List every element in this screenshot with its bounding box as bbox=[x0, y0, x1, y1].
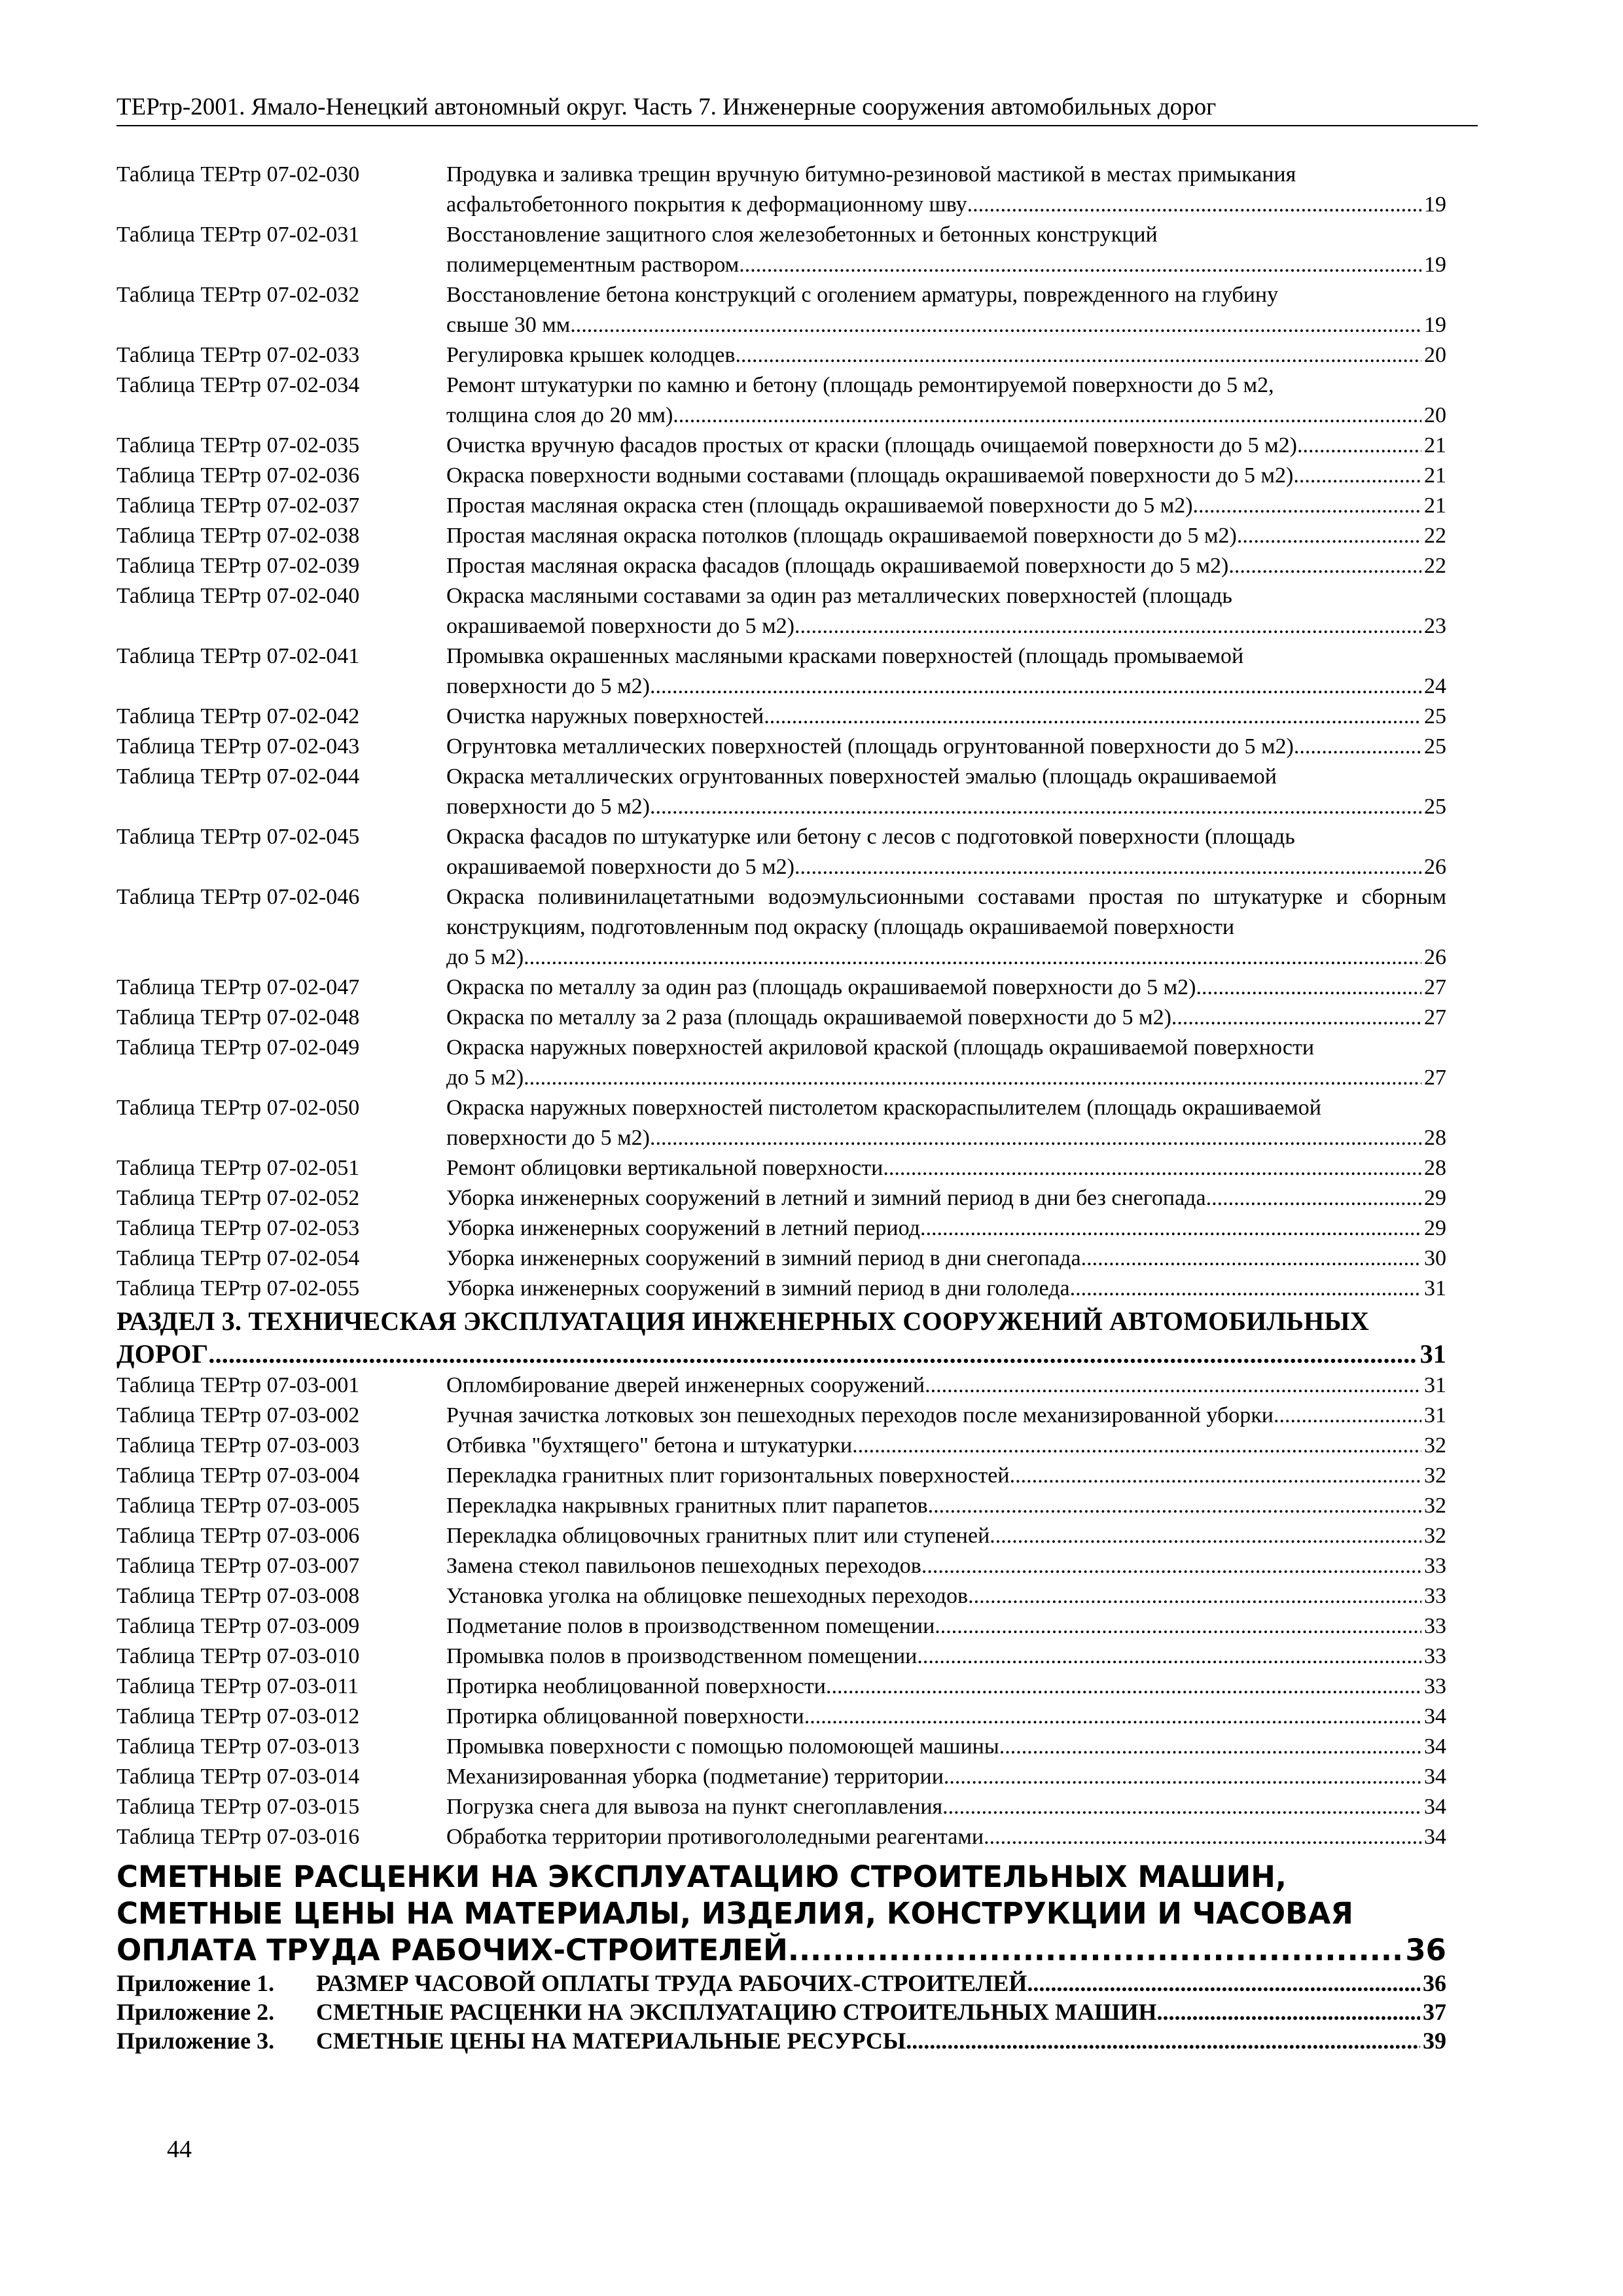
leader-dots bbox=[1206, 1183, 1421, 1213]
leader-dots bbox=[1081, 1244, 1421, 1274]
page-ref: 21 bbox=[1424, 433, 1446, 457]
leader-dots bbox=[208, 1338, 1417, 1371]
page-ref: 34 bbox=[1424, 1704, 1446, 1729]
leader-dots bbox=[906, 2026, 1420, 2055]
entry-title-end: Перекладка накрывных гранитных плит парапетов bbox=[446, 1494, 928, 1518]
page-ref: 34 bbox=[1424, 1765, 1446, 1789]
toc-entry[interactable] bbox=[116, 1274, 1446, 1304]
page-ref: 36 bbox=[1405, 1933, 1446, 1967]
entry-title bbox=[446, 1551, 1446, 1581]
toc-entry[interactable] bbox=[116, 431, 1446, 461]
entry-title-end: Отбивка "бухтящего" бетона и штукатурки bbox=[446, 1433, 853, 1458]
table-code: Таблица ТЕРтр 07-03-011 bbox=[116, 1674, 359, 1698]
leader-dots bbox=[826, 1672, 1421, 1702]
entry-title bbox=[446, 1581, 1446, 1611]
leader-dots bbox=[794, 611, 1421, 641]
table-code: Таблица ТЕРтр 07-02-046 bbox=[116, 885, 360, 909]
leader-dots bbox=[1237, 521, 1421, 551]
appendix-heading-line: СМЕТНЫЕ ЦЕНЫ НА МАТЕРИАЛЫ, ИЗДЕЛИЯ, КОНСТРУКЦИИ И ЧАСОВАЯ bbox=[116, 1896, 1353, 1931]
toc-entry[interactable] bbox=[116, 973, 1446, 1003]
toc-entry[interactable] bbox=[116, 1244, 1446, 1274]
page-ref: 19 bbox=[1424, 192, 1446, 217]
table-code: Таблица ТЕРтр 07-03-005 bbox=[116, 1494, 360, 1518]
table-code: Таблица ТЕРтр 07-03-004 bbox=[116, 1463, 360, 1488]
leader-dots bbox=[1171, 1003, 1421, 1033]
entry-title bbox=[446, 1732, 1446, 1762]
page-ref: 32 bbox=[1424, 1433, 1446, 1458]
table-code: Таблица ТЕРтр 07-02-045 bbox=[116, 825, 360, 849]
appendix-title: СМЕТНЫЕ РАСЦЕНКИ НА ЭКСПЛУАТАЦИЮ СТРОИТЕЛЬНЫХ МАШИН bbox=[316, 1999, 1157, 2025]
entry-title-text: Окраска масляными составами за один раз металлических поверхностей (площадь bbox=[446, 584, 1232, 608]
page-ref: 20 bbox=[1424, 403, 1446, 427]
page-ref: 27 bbox=[1424, 1005, 1446, 1030]
page-ref: 33 bbox=[1424, 1644, 1446, 1668]
entry-title-end: Окраска по металлу за 2 раза (площадь окрашиваемой поверхности до 5 м2) bbox=[446, 1005, 1171, 1030]
table-code: Таблица ТЕРтр 07-03-016 bbox=[116, 1825, 360, 1849]
table-code: Таблица ТЕРтр 07-02-030 bbox=[116, 162, 360, 187]
entry-title-end: полимерцементным раствором bbox=[446, 253, 740, 277]
page-ref: 31 bbox=[1424, 1276, 1446, 1300]
page-ref: 25 bbox=[1424, 795, 1446, 819]
toc-entry[interactable] bbox=[116, 521, 1446, 551]
page-ref: 24 bbox=[1424, 674, 1446, 698]
page-ref: 27 bbox=[1424, 975, 1446, 999]
toc-appendix-list bbox=[116, 1969, 1446, 2055]
leader-dots bbox=[1294, 732, 1421, 762]
page-ref: 32 bbox=[1424, 1463, 1446, 1488]
entry-title-end: Протирка облицованной поверхности bbox=[446, 1704, 804, 1729]
leader-dots bbox=[570, 310, 1421, 340]
entry-title bbox=[446, 521, 1446, 551]
table-code: Таблица ТЕРтр 07-03-001 bbox=[116, 1373, 360, 1397]
toc-entry[interactable] bbox=[116, 1792, 1446, 1822]
toc-entry[interactable] bbox=[116, 641, 1446, 702]
leader-dots bbox=[1228, 551, 1421, 581]
leader-dots bbox=[650, 1123, 1421, 1153]
toc-appendix-heading[interactable] bbox=[116, 1859, 1446, 1969]
leader-dots bbox=[999, 1732, 1421, 1762]
page-ref: 25 bbox=[1424, 704, 1446, 728]
table-of-contents bbox=[116, 160, 1446, 2055]
table-code: Таблица ТЕРтр 07-02-053 bbox=[116, 1216, 360, 1240]
appendix-heading-end: ОПЛАТА ТРУДА РАБОЧИХ-СТРОИТЕЛЕЙ bbox=[116, 1933, 788, 1967]
toc-entry[interactable] bbox=[116, 581, 1446, 641]
entry-title-end: Подметание полов в производственном помещении bbox=[446, 1614, 935, 1638]
entry-title-end: Перекладка гранитных плит горизонтальных поверхностей bbox=[446, 1463, 1010, 1488]
leader-dots bbox=[735, 340, 1421, 370]
table-code: Таблица ТЕРтр 07-02-050 bbox=[116, 1096, 360, 1120]
leader-dots bbox=[967, 190, 1421, 220]
entry-title-end: Обработка территории противогололедными реагентами bbox=[446, 1825, 984, 1849]
entry-title bbox=[446, 1093, 1446, 1153]
toc-list-section-3 bbox=[116, 1371, 1446, 1852]
entry-title bbox=[446, 641, 1446, 702]
entry-title-end: Окраска поверхности водными составами (площадь окрашиваемой поверхности до 5 м2) bbox=[446, 463, 1294, 488]
page-ref: 30 bbox=[1424, 1246, 1446, 1270]
leader-dots bbox=[788, 1932, 1403, 1969]
appendix-title: СМЕТНЫЕ ЦЕНЫ НА МАТЕРИАЛЬНЫЕ РЕСУРСЫ bbox=[316, 2028, 906, 2054]
toc-entry[interactable] bbox=[116, 1003, 1446, 1033]
leader-dots bbox=[1157, 1998, 1421, 2026]
entry-title-end: поверхности до 5 м2) bbox=[446, 674, 650, 698]
leader-dots bbox=[1293, 461, 1421, 491]
table-code: Таблица ТЕРтр 07-03-009 bbox=[116, 1614, 360, 1638]
table-code: Таблица ТЕРтр 07-02-035 bbox=[116, 433, 360, 457]
table-code: Таблица ТЕРтр 07-02-040 bbox=[116, 584, 360, 608]
page-ref: 26 bbox=[1424, 945, 1446, 969]
leader-dots bbox=[650, 792, 1421, 822]
leader-dots bbox=[990, 1521, 1421, 1551]
entry-title-end: поверхности до 5 м2) bbox=[446, 795, 650, 819]
entry-title-end: Промывка полов в производственном помещении bbox=[446, 1644, 918, 1668]
appendix-title: РАЗМЕР ЧАСОВОЙ ОПЛАТЫ ТРУДА РАБОЧИХ-СТРОИТЕЛЕЙ bbox=[316, 1970, 1027, 1996]
appendix-entry[interactable] bbox=[116, 2026, 1446, 2055]
leader-dots bbox=[524, 942, 1421, 973]
page-ref: 32 bbox=[1424, 1494, 1446, 1518]
entry-title bbox=[446, 431, 1446, 461]
page-ref: 31 bbox=[1419, 1339, 1446, 1369]
page-ref: 19 bbox=[1424, 313, 1446, 337]
leader-dots bbox=[804, 1702, 1421, 1732]
toc-entry[interactable] bbox=[116, 220, 1446, 280]
leader-dots bbox=[917, 1641, 1421, 1672]
entry-title bbox=[446, 1371, 1446, 1401]
toc-entry[interactable] bbox=[116, 551, 1446, 581]
entry-title-end: Регулировка крышек колодцев bbox=[446, 343, 736, 367]
table-code: Таблица ТЕРтр 07-03-006 bbox=[116, 1524, 360, 1548]
page-ref: 28 bbox=[1424, 1126, 1446, 1150]
page-ref: 33 bbox=[1424, 1614, 1446, 1638]
leader-dots bbox=[650, 672, 1421, 702]
entry-title-end: Механизированная уборка (подметание) территории bbox=[446, 1765, 944, 1789]
table-code: Таблица ТЕРтр 07-02-032 bbox=[116, 283, 360, 307]
toc-entry[interactable] bbox=[116, 1641, 1446, 1672]
page-ref: 32 bbox=[1424, 1524, 1446, 1548]
table-code: Таблица ТЕРтр 07-02-052 bbox=[116, 1186, 360, 1210]
entry-title bbox=[446, 1702, 1446, 1732]
leader-dots bbox=[921, 1551, 1421, 1581]
entry-title-end: Простая масляная окраска потолков (площадь окрашиваемой поверхности до 5 м2) bbox=[446, 524, 1237, 548]
toc-list-section-2 bbox=[116, 160, 1446, 1304]
entry-title bbox=[446, 1003, 1446, 1033]
entry-title bbox=[446, 1461, 1446, 1491]
page-ref: 21 bbox=[1424, 493, 1446, 518]
table-code: Таблица ТЕРтр 07-02-038 bbox=[116, 524, 360, 548]
entry-title bbox=[446, 1792, 1446, 1822]
entry-title bbox=[446, 882, 1446, 973]
entry-title-end: Уборка инженерных сооружений в зимний период в дни гололеда bbox=[446, 1276, 1070, 1300]
entry-title-end: до 5 м2) bbox=[446, 1066, 524, 1090]
leader-dots bbox=[1297, 431, 1421, 461]
entry-title-end: Уборка инженерных сооружений в летний и зимний период в дни без снегопада bbox=[446, 1186, 1206, 1210]
entry-title-end: Уборка инженерных сооружений в зимний период в дни снегопада bbox=[446, 1246, 1081, 1270]
toc-entry[interactable] bbox=[116, 1183, 1446, 1213]
page-ref: 28 bbox=[1424, 1156, 1446, 1180]
table-code: Таблица ТЕРтр 07-02-043 bbox=[116, 734, 360, 759]
table-code: Таблица ТЕРтр 07-02-037 bbox=[116, 493, 360, 518]
entry-title bbox=[446, 1641, 1446, 1672]
leader-dots bbox=[920, 1213, 1421, 1244]
entry-title bbox=[446, 1611, 1446, 1641]
entry-title-text: Ремонт штукатурки по камню и бетону (площадь ремонтируемой поверхности до 5 м2, bbox=[446, 373, 1274, 397]
toc-entry[interactable] bbox=[116, 1213, 1446, 1244]
table-code: Таблица ТЕРтр 07-02-047 bbox=[116, 975, 360, 999]
table-code: Таблица ТЕРтр 07-02-054 bbox=[116, 1246, 360, 1270]
leader-dots bbox=[944, 1762, 1421, 1792]
page-ref: 33 bbox=[1424, 1674, 1446, 1698]
leader-dots bbox=[942, 1792, 1421, 1822]
table-code: Таблица ТЕРтр 07-02-051 bbox=[116, 1156, 360, 1180]
table-code: Таблица ТЕРтр 07-02-042 bbox=[116, 704, 360, 728]
leader-dots bbox=[883, 1153, 1421, 1183]
entry-title-end: Протирка необлицованной поверхности bbox=[446, 1674, 826, 1698]
page-ref: 27 bbox=[1424, 1066, 1446, 1090]
entry-title-end: толщина слоя до 20 мм) bbox=[446, 403, 673, 427]
leader-dots bbox=[794, 852, 1421, 882]
entry-title-end: Очистка вручную фасадов простых от краски (площадь очищаемой поверхности до 5 м2) bbox=[446, 433, 1297, 457]
entry-title bbox=[446, 1762, 1446, 1792]
entry-title bbox=[446, 1213, 1446, 1244]
entry-title-end: Огрунтовка металлических поверхностей (площадь огрунтованной поверхности до 5 м2) bbox=[446, 734, 1294, 759]
page-ref: 29 bbox=[1424, 1186, 1446, 1210]
entry-title-end: Простая масляная окраска стен (площадь окрашиваемой поверхности до 5 м2) bbox=[446, 493, 1193, 518]
page-ref: 31 bbox=[1424, 1373, 1446, 1397]
entry-title-end: Опломбирование дверей инженерных сооружений bbox=[446, 1373, 925, 1397]
entry-title bbox=[446, 762, 1446, 822]
appendix-entry[interactable] bbox=[116, 1969, 1446, 1998]
toc-entry[interactable] bbox=[116, 1581, 1446, 1611]
entry-title-text: Промывка окрашенных масляными красками поверхностей (площадь промываемой bbox=[446, 644, 1244, 668]
table-code: Таблица ТЕРтр 07-02-036 bbox=[116, 463, 360, 488]
page-ref: 34 bbox=[1424, 1795, 1446, 1819]
entry-title bbox=[446, 160, 1446, 220]
entry-title bbox=[446, 1491, 1446, 1521]
page-number: 44 bbox=[167, 2136, 192, 2163]
toc-entry[interactable] bbox=[116, 822, 1446, 882]
entry-title-end: Ремонт облицовки вертикальной поверхности bbox=[446, 1156, 883, 1180]
entry-title bbox=[446, 1153, 1446, 1183]
table-code: Таблица ТЕРтр 07-03-010 bbox=[116, 1644, 360, 1668]
entry-title-text: Окраска поливинилацетатными водоэмульсионными составами простая по штукатурке и сборным конструкциям, подготовленным под окраску (площадь окрашиваемой поверхности bbox=[446, 885, 1446, 939]
entry-title-end: Погрузка снега для вывоза на пункт снегоплавления bbox=[446, 1795, 943, 1819]
toc-entry[interactable] bbox=[116, 1153, 1446, 1183]
toc-entry[interactable] bbox=[116, 702, 1446, 732]
entry-title-text: Окраска фасадов по штукатурке или бетону с лесов с подготовкой поверхности (площадь bbox=[446, 825, 1295, 849]
table-code: Таблица ТЕРтр 07-03-015 bbox=[116, 1795, 360, 1819]
toc-entry[interactable] bbox=[116, 340, 1446, 370]
entry-title bbox=[446, 1822, 1446, 1852]
entry-title-text: Окраска наружных поверхностей акриловой краской (площадь окрашиваемой поверхности bbox=[446, 1035, 1315, 1060]
entry-title-end: Простая масляная окраска фасадов (площадь окрашиваемой поверхности до 5 м2) bbox=[446, 554, 1229, 578]
page-ref: 34 bbox=[1424, 1825, 1446, 1849]
entry-title-end: Промывка поверхности с помощью поломоющей машины bbox=[446, 1734, 999, 1759]
table-code: Таблица ТЕРтр 07-02-041 bbox=[116, 644, 360, 668]
entry-title-text: Восстановление бетона конструкций с оголением арматуры, поврежденного на глубину bbox=[446, 283, 1279, 307]
appendix-heading-line: СМЕТНЫЕ РАСЦЕНКИ НА ЭКСПЛУАТАЦИЮ СТРОИТЕЛЬНЫХ МАШИН, bbox=[116, 1859, 1287, 1894]
entry-title bbox=[446, 220, 1446, 280]
leader-dots bbox=[739, 250, 1421, 280]
table-code: Таблица ТЕРтр 07-02-039 bbox=[116, 554, 360, 578]
page-ref: 23 bbox=[1424, 614, 1446, 638]
entry-title-end: Перекладка облицовочных гранитных плит или ступеней bbox=[446, 1524, 990, 1548]
page-ref: 37 bbox=[1423, 1999, 1446, 2025]
page-ref: 20 bbox=[1424, 343, 1446, 367]
appendix-label: Приложение 2. bbox=[116, 1999, 275, 2025]
toc-entry[interactable] bbox=[116, 1093, 1446, 1153]
toc-entry[interactable] bbox=[116, 1551, 1446, 1581]
page-ref: 36 bbox=[1423, 1970, 1446, 1996]
leader-dots bbox=[524, 1063, 1421, 1093]
entry-title-end: до 5 м2) bbox=[446, 945, 524, 969]
entry-title bbox=[446, 1033, 1446, 1093]
leader-dots bbox=[1027, 1969, 1420, 1998]
table-code: Таблица ТЕРтр 07-02-031 bbox=[116, 223, 360, 247]
entry-title-end: окрашиваемой поверхности до 5 м2) bbox=[446, 855, 794, 879]
page-ref: 19 bbox=[1424, 253, 1446, 277]
entry-title bbox=[446, 1274, 1446, 1304]
page-ref: 22 bbox=[1424, 524, 1446, 548]
table-code: Таблица ТЕРтр 07-03-002 bbox=[116, 1403, 360, 1427]
entry-title bbox=[446, 1521, 1446, 1551]
entry-title bbox=[446, 732, 1446, 762]
leader-dots bbox=[764, 702, 1421, 732]
entry-title-text: Окраска наружных поверхностей пистолетом краскораспылителем (площадь окрашиваемой bbox=[446, 1096, 1321, 1120]
entry-title-text: Восстановление защитного слоя железобетонных и бетонных конструкций bbox=[446, 223, 1158, 247]
table-code: Таблица ТЕРтр 07-03-013 bbox=[116, 1734, 360, 1759]
toc-entry[interactable] bbox=[116, 1431, 1446, 1461]
leader-dots bbox=[1274, 1401, 1421, 1431]
leader-dots bbox=[673, 401, 1421, 431]
entry-title-end: окрашиваемой поверхности до 5 м2) bbox=[446, 614, 794, 638]
toc-entry[interactable] bbox=[116, 1033, 1446, 1093]
section-3-title: РАЗДЕЛ 3. ТЕХНИЧЕСКАЯ ЭКСПЛУАТАЦИЯ ИНЖЕНЕРНЫХ СООРУЖЕНИЙ АВТОМОБИЛЬНЫХ bbox=[116, 1306, 1369, 1336]
entry-title-end: Окраска по металлу за один раз (площадь окрашиваемой поверхности до 5 м2) bbox=[446, 975, 1196, 999]
table-code: Таблица ТЕРтр 07-02-049 bbox=[116, 1035, 360, 1060]
toc-entry[interactable] bbox=[116, 1371, 1446, 1401]
appendix-entry[interactable] bbox=[116, 1998, 1446, 2026]
entry-title bbox=[446, 1244, 1446, 1274]
toc-entry[interactable] bbox=[116, 762, 1446, 822]
leader-dots bbox=[928, 1491, 1421, 1521]
entry-title-text: Продувка и заливка трещин вручную битумно-резиновой мастикой в местах примыкания bbox=[446, 162, 1296, 187]
entry-title bbox=[446, 551, 1446, 581]
page-ref: 33 bbox=[1424, 1554, 1446, 1578]
table-code: Таблица ТЕРтр 07-03-014 bbox=[116, 1765, 360, 1789]
entry-title-end: асфальтобетонного покрытия к деформационному шву bbox=[446, 192, 967, 217]
leader-dots bbox=[852, 1431, 1421, 1461]
page-ref: 25 bbox=[1424, 734, 1446, 759]
entry-title-end: поверхности до 5 м2) bbox=[446, 1126, 650, 1150]
toc-section-3-heading[interactable] bbox=[116, 1305, 1446, 1371]
toc-entry[interactable] bbox=[116, 1702, 1446, 1732]
entry-title bbox=[446, 1183, 1446, 1213]
entry-title-end: Ручная зачистка лотковых зон пешеходных переходов после механизированной уборки bbox=[446, 1403, 1274, 1427]
entry-title bbox=[446, 973, 1446, 1003]
table-code: Таблица ТЕРтр 07-02-033 bbox=[116, 343, 360, 367]
toc-entry[interactable] bbox=[116, 1491, 1446, 1521]
page-ref: 39 bbox=[1423, 2028, 1446, 2054]
toc-entry[interactable] bbox=[116, 1521, 1446, 1551]
page-ref: 34 bbox=[1424, 1734, 1446, 1759]
entry-title bbox=[446, 1401, 1446, 1431]
toc-entry[interactable] bbox=[116, 461, 1446, 491]
page-ref: 29 bbox=[1424, 1216, 1446, 1240]
entry-title bbox=[446, 280, 1446, 340]
page-ref: 26 bbox=[1424, 855, 1446, 879]
entry-title bbox=[446, 702, 1446, 732]
leader-dots bbox=[935, 1611, 1421, 1641]
toc-entry[interactable] bbox=[116, 732, 1446, 762]
entry-title bbox=[446, 491, 1446, 521]
table-code: Таблица ТЕРтр 07-02-034 bbox=[116, 373, 360, 397]
toc-entry[interactable] bbox=[116, 491, 1446, 521]
toc-entry[interactable] bbox=[116, 1611, 1446, 1641]
appendix-label: Приложение 1. bbox=[116, 1970, 275, 1996]
table-code: Таблица ТЕРтр 07-03-007 bbox=[116, 1554, 360, 1578]
leader-dots bbox=[925, 1371, 1421, 1401]
toc-entry[interactable] bbox=[116, 882, 1446, 973]
entry-title bbox=[446, 822, 1446, 882]
running-header: ТЕРтр-2001. Ямало-Ненецкий автономный округ. Часть 7. Инженерные сооружения автомобильных дорог bbox=[116, 93, 1478, 126]
toc-entry[interactable] bbox=[116, 280, 1446, 340]
table-code: Таблица ТЕРтр 07-02-044 bbox=[116, 764, 360, 789]
entry-title bbox=[446, 340, 1446, 370]
table-code: Таблица ТЕРтр 07-02-048 bbox=[116, 1005, 360, 1030]
page-ref: 22 bbox=[1424, 554, 1446, 578]
section-3-title-end: ДОРОГ bbox=[116, 1339, 209, 1369]
leader-dots bbox=[1193, 491, 1421, 521]
table-code: Таблица ТЕРтр 07-03-003 bbox=[116, 1433, 360, 1458]
leader-dots bbox=[1010, 1461, 1421, 1491]
entry-title-end: свыше 30 мм bbox=[446, 313, 571, 337]
entry-title-end: Очистка наружных поверхностей bbox=[446, 704, 764, 728]
toc-entry[interactable] bbox=[116, 370, 1446, 431]
entry-title bbox=[446, 581, 1446, 641]
page-ref: 21 bbox=[1424, 463, 1446, 488]
page-ref: 33 bbox=[1424, 1584, 1446, 1608]
entry-title bbox=[446, 1431, 1446, 1461]
leader-dots bbox=[984, 1822, 1421, 1852]
toc-entry[interactable] bbox=[116, 1461, 1446, 1491]
entry-title bbox=[446, 370, 1446, 431]
table-code: Таблица ТЕРтр 07-03-008 bbox=[116, 1584, 360, 1608]
leader-dots bbox=[968, 1581, 1421, 1611]
table-code: Таблица ТЕРтр 07-03-012 bbox=[116, 1704, 360, 1729]
entry-title-text: Окраска металлических огрунтованных поверхностей эмалью (площадь окрашиваемой bbox=[446, 764, 1277, 789]
toc-entry[interactable] bbox=[116, 160, 1446, 220]
entry-title bbox=[446, 461, 1446, 491]
entry-title-end: Замена стекол павильонов пешеходных переходов bbox=[446, 1554, 921, 1578]
page-ref: 31 bbox=[1424, 1403, 1446, 1427]
appendix-label: Приложение 3. bbox=[116, 2028, 275, 2054]
table-code: Таблица ТЕРтр 07-02-055 bbox=[116, 1276, 360, 1300]
toc-entry[interactable] bbox=[116, 1672, 1446, 1702]
toc-entry[interactable] bbox=[116, 1822, 1446, 1852]
toc-entry[interactable] bbox=[116, 1762, 1446, 1792]
toc-entry[interactable] bbox=[116, 1401, 1446, 1431]
entry-title-end: Уборка инженерных сооружений в летний период bbox=[446, 1216, 920, 1240]
entry-title bbox=[446, 1672, 1446, 1702]
leader-dots bbox=[1196, 973, 1421, 1003]
toc-entry[interactable] bbox=[116, 1732, 1446, 1762]
leader-dots bbox=[1070, 1274, 1421, 1304]
entry-title-end: Установка уголка на облицовке пешеходных переходов bbox=[446, 1584, 969, 1608]
